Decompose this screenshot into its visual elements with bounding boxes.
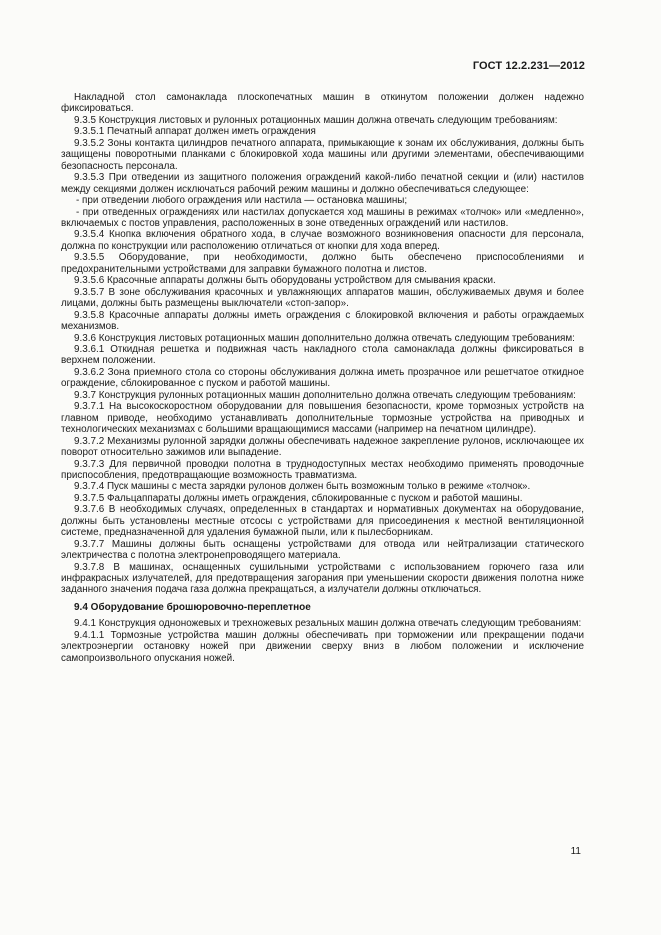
page-number: 11 [570, 846, 581, 857]
paragraph: 9.4.1.1 Тормозные устройства машин должны обеспечивать при торможении или прекращении подачи электроэнергии остановку ножей при движении сверху вниз в любом положении и исключение самопроизвольного опускания ножей. [61, 629, 584, 664]
paragraph: 9.3.7.6 В необходимых случаях, определенных в стандартах и нормативных документах на оборудование, должны быть установлены местные отсосы с устройствами для присоединения к местной вентиляционной системе, предназначенной для удаления бумажной пыли, или к пылесборникам. [61, 504, 584, 539]
paragraph: 9.3.5.2 Зоны контакта цилиндров печатного аппарата, примыкающие к зонам их обслуживания, должны быть защищены поворотными планками с блокировкой хода машины или другими элементами, обеспечивающими безопасность персонала. [61, 137, 584, 172]
paragraph: Накладной стол самонаклада плоскопечатных машин в откинутом положении должен надежно фиксироваться. [61, 92, 584, 115]
paragraph: 9.3.5.8 Красочные аппараты должны иметь ограждения с блокировкой включения и работы ограждаемых механизмов. [61, 309, 584, 333]
paragraph: 9.3.7.3 Для первичной проводки полотна в труднодоступных местах необходимо применять проводочные приспособления, предотвращающие возможность травматизма. [61, 458, 584, 481]
list-item: - при отведенных ограждениях или настилах допускается ход машины в режимах «толчок» или «медленно», включаемых с постов управления, расположенных в зоне отведенных ограждений или настилов. [61, 206, 584, 229]
paragraph: 9.3.5 Конструкция листовых и рулонных ротационных машин должна отвечать следующим требованиям: [74, 114, 558, 126]
paragraph: 9.3.5.4 Кнопка включения обратного хода, в случае возможного возникновения опасности для персонала, должна по конструкции или расположению отличаться от кнопки для хода вперед. [61, 229, 584, 252]
paragraph: 9.3.7.5 Фальцаппараты должны иметь ограждения, сблокированные с пуском и работой машины. [74, 492, 523, 504]
paragraph: 9.3.6.2 Зона приемного стола со стороны обслуживания должна иметь прозрачное или решетчатое откидное ограждение, сблокированное с пуском и работой машины. [61, 366, 584, 390]
paragraph: 9.3.5.1 Печатный аппарат должен иметь ограждения [74, 126, 316, 138]
paragraph: 9.3.7.4 Пуск машины с места зарядки рулонов должен быть возможным только в режиме «толчок». [74, 481, 531, 493]
paragraph: 9.3.7.8 В машинах, оснащенных сушильными устройствами с использованием горючего газа или инфракрасных излучателей, для предотвращения загорания при уменьшении скорости движения полотна ниже заданного значения подача газа должна прекращаться, а излучатели должны отключаться. [61, 561, 584, 596]
paragraph: 9.3.7.1 На высокоскоростном оборудовании для повышения безопасности, кроме тормозных устройств на главном приводе, необходимо устанавливать дополнительные тормозные устройства на приводных и технологических механизмах с большими вращающимися массами (например на печатном цилиндре). [61, 401, 584, 436]
paragraph: 9.3.7.7 Машины должны быть оснащены устройствами для отвода или нейтрализации статического электричества с полотна электронепроводящего материала. [61, 538, 584, 562]
paragraph: 9.3.5.7 В зоне обслуживания красочных и увлажняющих аппаратов машин, обслуживаемых двумя и более лицами, должны быть размещены выключатели «стоп-запор». [61, 286, 584, 310]
document-body [61, 92, 584, 664]
paragraph: 9.3.5.5 Оборудование, при необходимости, должно быть обеспечено приспособлениями и предохранительными устройствами для заправки бумажного полотна и листов. [61, 252, 584, 275]
paragraph: 9.4.1 Конструкция одноножевых и трехножевых резальных машин должна отвечать следующим требованиям: [74, 618, 582, 630]
paragraph: 9.3.7.2 Механизмы рулонной зарядки должны обеспечивать надежное закрепление рулонов, исключающее их поворот относительно зажимов или выпадение. [61, 435, 584, 459]
section-heading: 9.4 Оборудование брошюровочно-переплетное [74, 601, 311, 613]
list-item: - при отведении любого ограждения или настила — остановка машины; [76, 195, 408, 207]
document-header: ГОСТ 12.2.231—2012 [472, 60, 585, 72]
paragraph: 9.3.7 Конструкция рулонных ротационных машин дополнительно должна отвечать следующим требованиям: [74, 389, 576, 401]
paragraph: 9.3.5.6 Красочные аппараты должны быть оборудованы устройством для смывания краски. [74, 275, 496, 287]
paragraph: 9.3.6.1 Откидная решетка и подвижная часть накладного стола самонаклада должны фиксироваться в верхнем положении. [61, 343, 584, 367]
paragraph: 9.3.6 Конструкция листовых ротационных машин дополнительно должна отвечать следующим требованиям: [74, 332, 575, 344]
paragraph: 9.3.5.3 При отведении из защитного положения ограждений какой-либо печатной секции и (или) настилов между секциями должен исключаться рабочий режим машины и должно обеспечиваться следующее: [61, 172, 584, 195]
